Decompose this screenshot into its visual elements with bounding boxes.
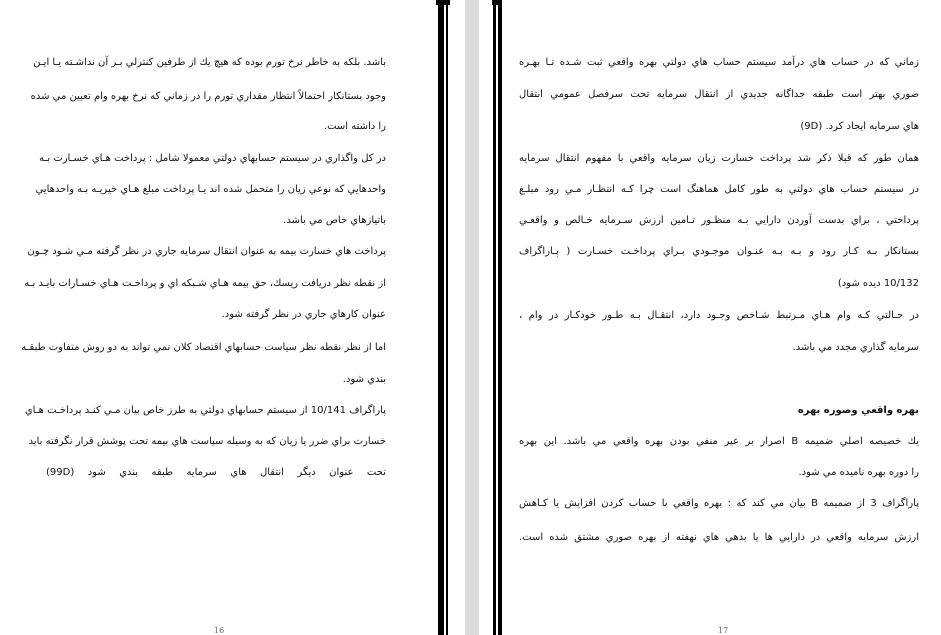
- left-line-9: عنوان كارهاي جاري در نظر گرفته شود.: [221, 309, 386, 320]
- right-line-15: ارزش سرمايه واقعي در دارايي ها يا بدهي هاي نهفته از بهره صوري مشتق شده است.: [519, 532, 919, 543]
- right-line-14: پاراگراف 3 از ضميمه B بيان مي كند كه : بهره واقعي با حساب كردن افزايش يا كـاهش: [519, 498, 919, 509]
- page-gutter: [465, 0, 479, 635]
- right-line-1: زماني كه در حساب هاي درآمد سيستم حساب هاي دولتي بهره واقعي ثبت شـده تـا بهـره: [519, 57, 919, 68]
- left-line-6: باتيازهاي خاص مي باشد.: [283, 215, 386, 226]
- left-line-5: واحدهايي كه نوعي زيان را متحمل شده اند يـا پرداخت مبلغ هـاي خيريـه بـه واحدهايي: [35, 184, 386, 195]
- page-edge-right-inner: [493, 0, 496, 635]
- left-line-2: وجود بستانكار احتمالاً انتظار مقداري تورم را در زماني كه نرخ بهره وام تعيين مي شده: [30, 91, 386, 102]
- right-line-4: همان طور كه قبلا ذكر شد پرداخت خسارت زيان سرمايه واقعي با مفهوم انتقال سرمايه: [519, 153, 919, 164]
- left-line-1: باشد. بلكه به خاطر نرخ تورم بوده كه هيچ يك از طرفين كنترلي بـر آن نداشـته يـا ايـن: [33, 57, 386, 68]
- right-line-3: هاي سرمايه ايجاد كرد. (9D): [800, 121, 919, 132]
- right-line-2: صوري بهتر است طبقه جداگانه جديدي از انتقال سرمايه تحت سرفصل عمومي انتقال: [519, 89, 919, 100]
- right-line-7: بستانكار بـه كـار رود و بـه بـه عنـوان موجـودي بـراي پرداخـت خسـارت ( پـاراگراف: [519, 246, 919, 257]
- page-edge-left-top: [436, 0, 450, 5]
- right-page: [502, 0, 941, 635]
- left-line-10: اما از نظر نقطه نظر سياست حسابهاي اقتصاد كلان نمي تواند به دو روش متفاوت طبقـه: [21, 342, 386, 353]
- left-line-12: پاراگراف 10/141 از سيستم حسابهاي دولتي به طرز خاص بيان مـي كنـد پرداخـت هـاي: [24, 405, 386, 416]
- left-page: [0, 0, 438, 635]
- left-line-4: در كل واگذاري در سيستم حسابهاي دولتي معمولا شامل : پرداخت هـاي خسـارت بـه: [39, 153, 386, 164]
- page-edge-left-inner: [446, 0, 448, 635]
- right-line-8: 10/132 ديده شود): [837, 278, 919, 289]
- page-edge-left: [438, 0, 444, 635]
- right-line-13: را دوره بهره ناميده مي شود.: [798, 467, 919, 478]
- left-line-7: پرداخت هاي خسارت بيمه به عنوان انتقال سرمايه جاري در نظر گرفته مـي شـود چـون: [27, 246, 386, 257]
- left-page-number: 16: [214, 626, 225, 635]
- left-line-8: از نقطه نظر دريافت ريسك، حق بيمه هـاي شـبكه اي و پرداخـت هـاي خسـارات بايـد بـه: [24, 278, 386, 289]
- left-line-3: را داشته است.: [323, 121, 386, 132]
- right-line-5: در سيستم حساب هاي دولتي به طور كامل هماهنگ است چرا كـه انتظـار مـي رود مبلـغ: [519, 184, 919, 195]
- right-line-6: پرداختي ، براي بدست آوردن دارايي بـه منظـور تـامين ارزش سـرمايه خـالص و واقعـي: [519, 215, 919, 226]
- right-line-10: سرمايه گذاري مجدد مي باشد.: [792, 342, 919, 353]
- section-heading: بهره واقعي وصوره بهره: [797, 405, 919, 416]
- right-line-9: در حـالتي كـه وام هـاي مـرتبط شـاخص وجـود دارد، انتقـال بـه طـور خودكـار در وام ،: [519, 310, 919, 321]
- left-line-13: خسارت براي ضرر يا زيان كه به وسيله سياست هاي بيمه تحت پوشش قرار نگرفته بايد: [28, 436, 386, 447]
- left-line-11: بندي شود.: [342, 374, 386, 385]
- right-page-number: 17: [718, 626, 729, 635]
- right-line-12: يك خصيصه اصلي ضميمه B اصرار بر عير منفي بودن بهره واقعي مي باشد. اين بهره: [519, 436, 919, 447]
- left-line-14: تحت عنوان ديگر انتقال هاي سرمايه طبقه بندي شود (99D): [46, 467, 386, 478]
